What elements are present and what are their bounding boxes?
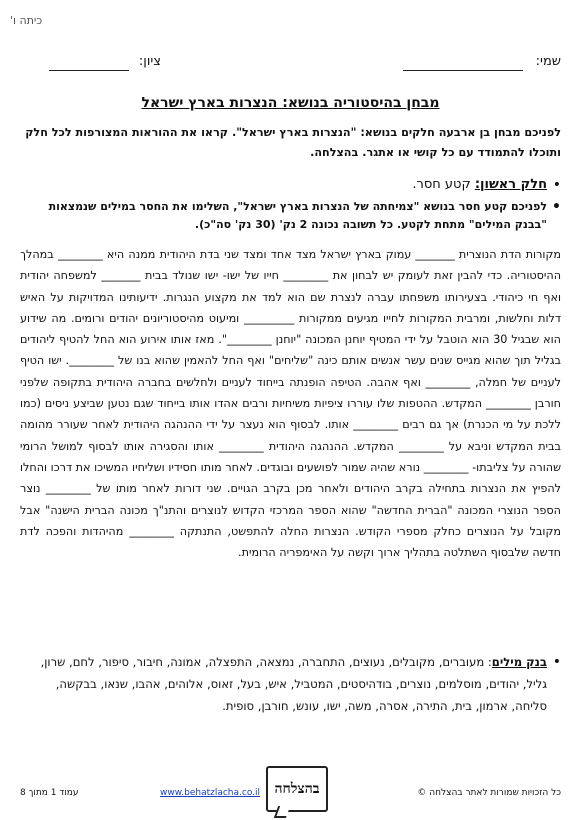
name-label: שמי: bbox=[535, 54, 561, 69]
part-one-heading-row bbox=[20, 176, 561, 194]
logo-tail-shape bbox=[274, 806, 290, 818]
footer-link[interactable]: www.behatzlacha.co.il bbox=[160, 788, 261, 798]
score-label: ציון: bbox=[138, 54, 161, 69]
page-number: עמוד 1 מתוך 8 bbox=[20, 788, 79, 798]
site-logo: בהצלחה bbox=[266, 766, 328, 812]
page-title: מבחן בהיסטוריה בנושא: הנצרות בארץ ישראל bbox=[141, 95, 440, 111]
score-field[interactable] bbox=[49, 56, 129, 71]
passage bbox=[20, 244, 561, 563]
passage-paragraph: מקורות הדת הנוצרית _______ עמוק בארץ ישראל מצד אחד ומצד שני בדת היהודית ממנה היא ________ במהלך ההיסטוריה. כדי להבין זאת לעומק יש לבחון את ________ חייו של ישו- ישו שנולד בבית _______ למשפחה יהודית ואף חי כיהודי. בצעירותו משפחתו עברה לנצרת שם הוא למד את מקצוע הנגרות. ידיעותינו המדויקות על האיש דלות וחלשות, ומרבית המקורות לחייו מגיעים ממקורות _________ ומיעוט מהיסטוריונים יהודים ורומים. מה שידוע הוא שבגיל 30 הוא הוטבל על ידי המטיף יוחנן המכונה "יוחנן ________". מאז אותו אירוע הוא החל להטיף ליהודים בגליל תוך שהוא מגייס שנים עשר אנשים אותם כינה "שליחים" ואף החל להאמין שהוא בנו של ________. ישו הטיף לעניים של חמלה, ________ ואף אהבה. הטיפה הופנתה בייחוד לעניים ולחלשים בחברה היהודית בתקופה שלפני חורבן ________ המקדש. ההטפות שלו עוררו ציפיות משיחיות ורבים אהדו אותו בייחוד שגם נטען שביצע ניסים (כמו ללכת על מי הכנרת) אך גם רבים ________ אותו. לבסוף הוא נעצר על ידי ההנהגה היהודית לאחר שעורר מהומה בבית המקדש וניבא על ________ המקדש. ההנהגה היהודית ________ אותו והסגירה אותו לבסוף למושל הרומי שהורה על צליבתו- ________ נורא שהיה שמור לפושעים ובוגדים. לאחר מותו חסידיו ושליחיו המשיכו את דרכו והחלו להפיץ את הנצרות בתחילה בקרב היהודים ולאחר מכן בקרב הגויים. שני דורות לאחר מותו של ________ נוצר הספר הנוצרי המכונה "הברית החדשה" שהוא הספר המרכזי הקדוש לנוצרים והתנ"ך מכונה הברית הישנה" אבל מקובל על הנוצרים כחלק מספרי הקודש. הנצרות החלה להתפשט, התנתקה ________ מהיהדות והפכה לדת חדשה שלבסוף השתלטה בתהליך ארוך וקשה על האימפריה הרומית. bbox=[20, 248, 561, 560]
part-one-subheading: קטע חסר. bbox=[412, 177, 475, 192]
part-one-section bbox=[20, 176, 561, 234]
name-field[interactable] bbox=[403, 56, 523, 71]
instruction-text: • לפניכם קטע חסר בנושא "צמיחתה של הנצרות בארץ ישראל", השלימו את החסר במילים שנמצאות "בבנק המילים" מתחת לקטע. כל תשובה נכונה 2 נק' (30 נק' סה"כ). bbox=[20, 198, 561, 234]
grade-level: כיתה ו' bbox=[10, 14, 43, 27]
word-bank-row bbox=[20, 651, 561, 717]
footer-rights: כל הזכויות שמורות לאתר בהצלחה © bbox=[417, 788, 561, 798]
word-bank-words: : מעוברים, מקובלים, נעוצים, התחברה, נמצאה, התפצלה, אמונה, חיבור, סיפור, לחם, שרון, גליל, יהודים, מוסלמים, נוצרים, בודהיסטים, המטביל, איש, בעל, זאוס, אלוהים, אהבו, שנאו, בבקשה, סליחה, ארמון, בית, התירה, אסרה, משה, ישו, עונש, חורבן, סופית. bbox=[40, 655, 547, 713]
word-bank-label: בנק מילים bbox=[491, 655, 547, 669]
intro-text: לפניכם מבחן בן ארבעה חלקים בנושא: "הנצרות בארץ ישראל". קראו את ההוראות המצורפות לכל חלק ותוכלו להתמודד עם כל קושי או אתגר. בהצלחה. bbox=[25, 126, 561, 159]
part-one-heading: חלק ראשון: bbox=[474, 177, 547, 192]
word-bank bbox=[20, 651, 561, 717]
